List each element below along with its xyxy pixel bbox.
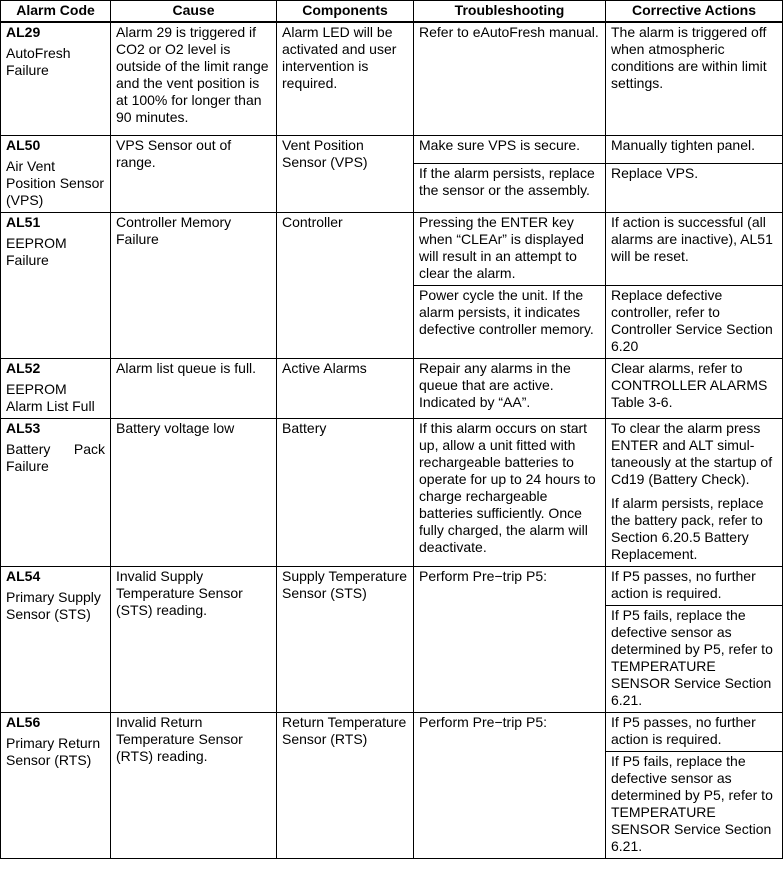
header-corrective-actions: Corrective Actions [606,1,783,23]
troubleshooting-cell: If this alarm occurs on start up, allow a unit fitted with rechargeable batteries to operate for up to 24 hours to charge rechargeable batteries sufficiently. Once fully charged, the alarm will deactivate. [414,419,606,567]
alarm-name: EEPROM Failure [6,235,67,268]
corrective-cell: If P5 passes, no further action is required. [606,713,783,752]
corrective-cell: Replace VPS. [606,163,783,212]
alarm-name: Battery Pack Failure [6,441,105,474]
troubleshooting-cell: Make sure VPS is secure. [414,136,606,164]
alarm-code-cell [1,567,111,713]
table-row [1,22,783,136]
table-row [1,713,783,752]
table-row [1,213,783,286]
cause-cell: Controller Memory Failure [111,213,277,359]
alarm-name: Primary Return Sensor (RTS) [6,735,101,768]
components-cell: Vent Position Sensor (VPS) [277,136,414,213]
corrective-cell: To clear the alarm press ENTER and ALT simul-taneously at the startup of Cd19 (Battery Check). [606,419,783,492]
troubleshooting-cell: If the alarm persists, replace the sensor or the assembly. [414,163,606,212]
troubleshooting-cell: Perform Pre−trip P5: [414,713,606,859]
header-troubleshooting: Troubleshooting [414,1,606,23]
corrective-cell: Replace defective controller, refer to Controller Service Section 6.20 [606,286,783,359]
corrective-cell: The alarm is triggered off when atmospheric conditions are within limit settings. [606,22,783,136]
corrective-cell: If action is successful (all alarms are inactive), AL51 will be reset. [606,213,783,286]
alarm-name: Primary Supply Sensor (STS) [6,589,101,622]
corrective-cell: If P5 fails, replace the defective sensor as determined by P5, refer to TEMPERATURE SENSOR Service Section 6.21. [606,752,783,859]
header-cause: Cause [111,1,277,23]
alarm-code: AL50 [6,137,41,153]
components-cell: Controller [277,213,414,359]
alarm-code: AL29 [6,24,41,40]
components-cell: Return Temperature Sensor (RTS) [277,713,414,859]
corrective-cell: If alarm persists, replace the battery pack, refer to Section 6.20.5 Battery Replacement. [606,491,783,567]
components-cell: Battery [277,419,414,567]
corrective-cell: If P5 fails, replace the defective sensor as determined by P5, refer to TEMPERATURE SENSOR Service Section 6.21. [606,606,783,713]
components-cell: Active Alarms [277,359,414,419]
components-cell: Supply Temperature Sensor (STS) [277,567,414,713]
alarm-name: EEPROM Alarm List Full [6,381,95,414]
cause-cell: VPS Sensor out of range. [111,136,277,213]
cause-cell: Invalid Return Temperature Sensor (RTS) reading. [111,713,277,859]
troubleshooting-cell: Repair any alarms in the queue that are active. Indicated by “AA”. [414,359,606,419]
header-components: Components [277,1,414,23]
cause-cell: Invalid Supply Temperature Sensor (STS) reading. [111,567,277,713]
table-row [1,136,783,164]
alarm-name: AutoFresh Failure [6,45,71,78]
alarm-code: AL52 [6,360,41,376]
alarm-code-cell [1,136,111,213]
corrective-cell: Manually tighten panel. [606,136,783,164]
table-row [1,419,783,492]
cause-cell: Alarm 29 is triggered if CO2 or O2 level is outside of the limit range and the vent position is at 100% for longer than 90 minutes. [111,22,277,136]
alarm-code-cell [1,213,111,359]
alarm-code: AL51 [6,214,41,230]
alarm-code-cell [1,419,111,567]
troubleshooting-cell: Pressing the ENTER key when “CLEAr” is displayed will result in an attempt to clear the alarm. [414,213,606,286]
table-header-row [1,1,783,23]
troubleshooting-cell: Power cycle the unit. If the alarm persists, it indicates defective controller memory. [414,286,606,359]
alarm-name: Air Vent Position Sensor (VPS) [6,158,105,208]
header-alarm-code: Alarm Code [1,1,111,23]
cause-cell: Alarm list queue is full. [111,359,277,419]
corrective-cell: If P5 passes, no further action is required. [606,567,783,606]
table-row [1,567,783,606]
cause-cell: Battery voltage low [111,419,277,567]
alarm-code-cell [1,22,111,136]
table-row [1,359,783,419]
corrective-cell: Clear alarms, refer to CONTROLLER ALARMS Table 3-6. [606,359,783,419]
alarm-code-cell [1,359,111,419]
troubleshooting-cell: Refer to eAutoFresh manual. [414,22,606,136]
alarm-code: AL54 [6,568,41,584]
troubleshooting-cell: Perform Pre−trip P5: [414,567,606,713]
components-cell: Alarm LED will be activated and user intervention is required. [277,22,414,136]
alarm-code: AL53 [6,420,41,436]
alarm-code-cell [1,713,111,859]
alarm-code: AL56 [6,714,41,730]
